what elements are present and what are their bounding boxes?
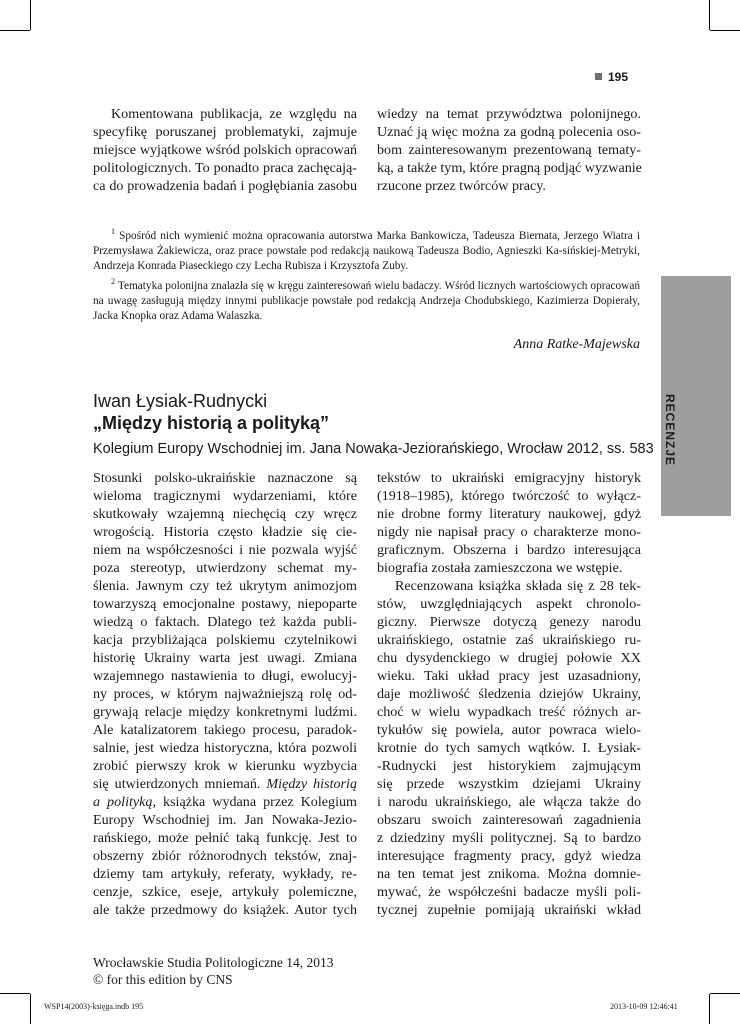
footnotes: [93, 224, 640, 324]
print-slug-timestamp: 2013-10-09 12:46:41: [610, 1002, 678, 1011]
top-left-column: Komentowana publikacja, ze względu na specyfikę poruszanej problematyki, zajmuje miejsce wyjątkowe wśród polskich opracowań politologicznych. To ponadto praca zachęcają- ca do prowadzenia badań i pogłębiania zasobu: [93, 106, 357, 194]
top-right-column: wiedzy na temat przywództwa polonijnego. Uznać ją więc można za godną polecenia oso- bom zainteresowanym prezentowaną tematy- ką, a także tym, które pragną podjąć wyzwanie rzucone przez twórców pracy.: [377, 106, 642, 194]
review-signature: Anna Ratke-Majewska: [513, 337, 640, 352]
footnote-1: $^1$ Spośród nich wymienić można opracowania autorstwa Marka Bankowicza, Tadeusza Biernata, Jerzego Wiatra i Przemysława Żakiewicza, oraz prace powstałe pod redakcją naukową Tadeusza Bodio, Agnieszki Ka-sińskiej-Metryki, Andrzeja Konrada Piaseckiego czy Lecha Rubisza i Krzysztofa Zuby.: [93, 227, 640, 272]
crop-mark: [30, 994, 31, 1024]
print-slug-file: WSP14(2003)-księga.indb 195: [44, 1002, 144, 1011]
journal-footer: Wrocławskie Studia Politologiczne 14, 2013 © for this edition by CNS: [93, 955, 334, 987]
page-number: 195: [595, 70, 628, 84]
body-right-column: tekstów to ukraiński emigracyjny historyk (1918–1985), którego twórczość to wyłącz- nie drobne formy literatury naukowej, gdyż nigdy nie napisał pracy o charakterze mono- graficznym. Obszerna i bardzo interesująca biografia została zamieszczona we wstępie. Recenzowana książka składa się z 28 tek- stów, uwzględniających aspekt chronolo- giczny. Pierwsze dotyczą genezy narodu ukraińskiego, ostatnie zaś ukraińskiego ru- chu dysydenckiego w drugiej połowie XX wieku. Taki układ pracy jest uzasadniony, daje możliwość śledzenia dziejów Ukrainy, choć w wielu wypadkach treść różnych ar- tykułów się powiela, autor powraca wielo- krotnie do tych samych wątków. I. Łysiak- -Rudnycki jest historykiem zajmującym się przede wszystkim dziejami Ukrainy i narodu ukraińskiego, ale włącza także do obszaru swoich zainteresowań zagadnienia z dziedziny myśli politycznej. Są to bardzo interesujące fragmenty pracy, gdyż wiedza na ten temat jest znikoma. Można domnie- mywać, że współcześni badacze myśli poli- tycznej zupełnie pomijają ukraiński wkład: [377, 470, 641, 918]
reviewed-book-title: „Między historią a polityką”: [93, 413, 330, 433]
crop-mark: [0, 993, 30, 994]
section-label: RECENZJE: [663, 394, 677, 467]
crop-mark: [710, 30, 740, 31]
reviewed-book-author: Iwan Łysiak-Rudnycki: [93, 391, 268, 411]
crop-mark: [709, 0, 710, 30]
body-left-column: Stosunki polsko-ukraińskie naznaczone są wieloma tragicznymi wydarzeniami, które skutkowały wzajemną niechęcią czy wręcz wrogością. Historia często kładzie się cie- niem na współczesności i nie pozwala wyjść poza stereotyp, utwierdzony schemat my- ślenia. Jawnym czy też ukrytym animozjom towarzyszą emocjonalne postawy, niepoparte wiedzą o faktach. Dlatego też każda publi- kacja przybliżająca polskiemu czytelnikowi historię Ukrainy warta jest uwagi. Zmiana wzajemnego nastawienia to długi, ewolucyj- ny proces, w którym najważniejszą rolę od- grywają relacje między konkretnymi ludźmi. Ale katalizatorem takiego procesu, paradok- salnie, jest wiedza historyczna, która pozwoli zrobić pierwszy krok w kierunku wyzbycia się utwierdzonych mniemań. Między historią a polityką, książka wydana przez Kolegium Europy Wschodniej im. Jan Nowaka-Jezio- rańskiego, może pełnić taką funkcję. Jest to obszerny zbiór różnorodnych tekstów, znaj- dziemy tam artykuły, referaty, wykłady, re- cenzje, szkice, eseje, artykuły polemiczne, ale także przedmowy do książek. Autor tych: [93, 470, 357, 918]
square-bullet-icon: [595, 73, 602, 80]
crop-mark: [710, 993, 740, 994]
crop-mark: [30, 0, 31, 30]
footnote-2: $^2$ Tematyka polonijna znalazła się w kręgu zainteresowań wielu badaczy. Wśród licznych wartościowych opracowań na uwagę zasługują między innymi publikacje powstałe pod redakcją Andrzeja Chodubskiego, Kazimierza Dopierały, Jacka Knopka oraz Adama Walaszka.: [93, 276, 640, 322]
crop-mark: [0, 30, 30, 31]
reviewed-book-publication: Kolegium Europy Wschodniej im. Jana Nowaka-Jeziorańskiego, Wrocław 2012, ss. 583: [93, 441, 654, 457]
crop-mark: [709, 994, 710, 1024]
